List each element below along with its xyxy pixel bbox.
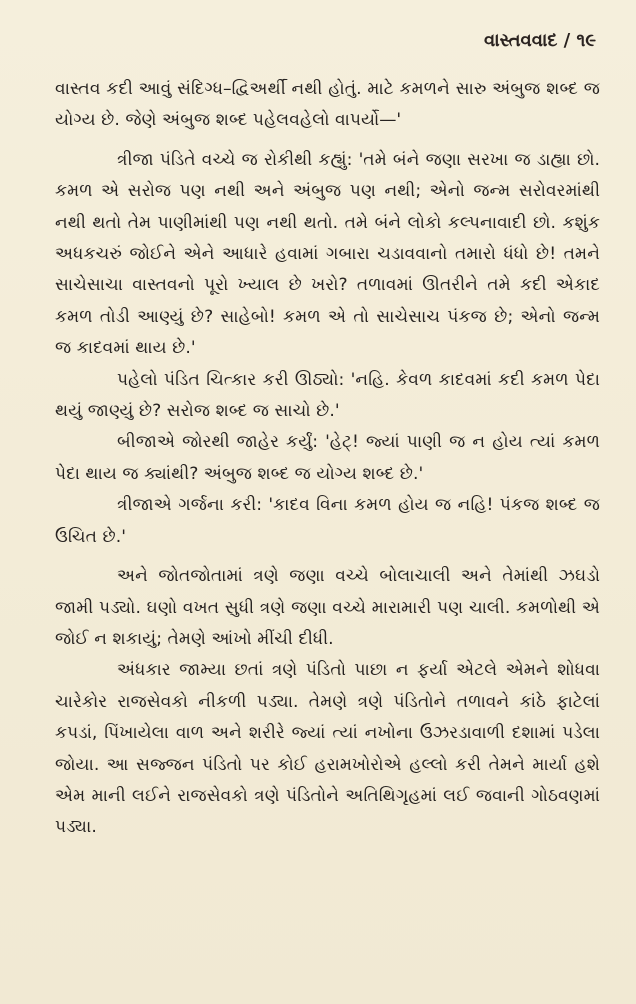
body-text: [55, 74, 600, 844]
paragraph-2: ત્રીજા પંડિતે વચ્ચે જ રોકીથી કહ્યું: 'તમે બંને જણા સરખા જ ડાહ્યા છો. કમળ એ સરોજ પણ નથી અને અંબુજ પણ નથી; એનો જન્મ સરોવરમાંથી નથી થતો તેમ પાણીમાંથી પણ નથી થતો. તમે બંને લોકો કલ્પનાવાદી છો. કશુંક અધકચરું જોઈને એને આધારે હવામાં ગબારા ચડાવવાનો તમારો ધંધો છે! તમને સાચેસાચા વાસ્તવનો પૂરો ખ્યાલ છે ખરો? તળાવમાં ઊતરીને તમે કદી એકાદ કમળ તોડી આણ્યું છે? સાહેબો! કમળ એ તો સાચેસાચ પંકજ છે; એનો જન્મ જ કાદવમાં થાય છે.': [55, 149, 600, 359]
paragraph-1: વાસ્તવ કદી આવું સંદિગ્ધ–દ્વિઅર્થી નથી હોતું. માટે કમળને સારુ અંબુજ શબ્દ જ યોગ્ય છે. જેણે અંબુજ શબ્દ પહેલવહેલો વાપર્યો—': [55, 79, 600, 131]
running-head: વાસ્તવવાદ / ૧૯: [484, 30, 596, 51]
paragraph-7: અંધકાર જામ્યા છતાં ત્રણે પંડિતો પાછા ન ફર્યા એટલે એમને શોધવા ચારેકોર રાજસેવકો નીકળી પડ્યા. તેમણે ત્રણે પંડિતોને તળાવને કાંઠે ફાટેલાં કપડાં, પિંખાયેલા વાળ અને શરીરે જ્યાં ત્યાં નખોના ઉઝરડાવાળી દશામાં પડેલા જોયા. આ સજ્જન પંડિતો પર કોઈ હરામખોરોએ હલ્લો કરી તેમને માર્યા હશે એમ માની લઈને રાજસેવકો ત્રણે પંડિતોને અતિથિગૃહમાં લઈ જવાની ગોઠવણમાં પડ્યા.: [55, 660, 600, 838]
paragraph-6: અને જોતજોતામાં ત્રણે જણા વચ્ચે બોલાચાલી અને તેમાંથી ઝઘડો જામી પડ્યો. ઘણો વખત સુધી ત્રણે જણા વચ્ચે મારામારી પણ ચાલી. કમળોથી એ જોઈ ન શકાયું; તેમણે આંખો મીંચી દીધી.: [55, 566, 600, 649]
paragraph-4: બીજાએ જોરથી જાહેર કર્યું: 'હેટ્! જ્યાં પાણી જ ન હોય ત્યાં કમળ પેદા થાય જ ક્યાંથી? અંબુજ શબ્દ જ યોગ્ય શબ્દ છે.': [55, 432, 600, 484]
paragraph-3: પહેલો પંડિત ચિત્કાર કરી ઊઠ્યો: 'નહિ. કેવળ કાદવમાં કદી કમળ પેદા થયું જાણ્યું છે? સરોજ શબ્દ જ સાચો છે.': [55, 369, 600, 422]
paragraph-5: ત્રીજાએ ગર્જના કરી: 'કાદવ વિના કમળ હોય જ નહિ! પંકજ શબ્દ જ ઉચિત છે.': [55, 495, 600, 547]
